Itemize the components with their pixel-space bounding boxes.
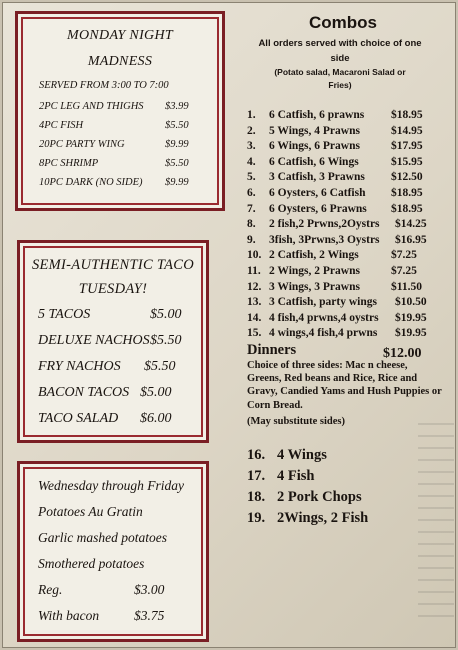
combo-item bbox=[247, 281, 447, 296]
taco-item-label: DELUXE NACHOS bbox=[38, 333, 150, 348]
combo-description: 3fish, 3Prwns,3 Oystrs bbox=[269, 233, 380, 246]
dinner-description: 4 Fish bbox=[277, 468, 315, 484]
taco-title-line2: TUESDAY! bbox=[78, 281, 148, 297]
combo-number: 10. bbox=[247, 249, 262, 262]
combos-note-line2: Fries) bbox=[328, 80, 352, 90]
dinners-description: Choice of three sides: Mac n cheese, Greens, Red beans and Rice, Rice and Gravy, Candied Yams and Hush Puppies or Corn Bread. bbox=[247, 360, 442, 411]
combo-description: 3 Catfish, 3 Prawns bbox=[269, 171, 365, 184]
potatoes-box bbox=[17, 461, 209, 642]
dinner-item bbox=[247, 489, 437, 507]
monday-night-madness-box bbox=[15, 11, 225, 211]
monday-item bbox=[39, 158, 209, 169]
taco-item bbox=[38, 385, 198, 401]
combo-description: 2 fish,2 Prwns,2Oystrs bbox=[269, 218, 380, 231]
taco-item-price: $5.00 bbox=[140, 385, 172, 400]
dinners-substitute-note: (May substitute sides) bbox=[247, 416, 346, 427]
dinner-number: 16. bbox=[247, 447, 266, 463]
taco-item-label: FRY NACHOS bbox=[38, 359, 121, 374]
monday-item-price: $5.50 bbox=[165, 120, 189, 131]
combo-price: $17.95 bbox=[391, 140, 423, 153]
combos-subtitle-line2: side bbox=[330, 53, 350, 64]
dinner-description: 2Wings, 2 Fish bbox=[277, 510, 369, 526]
dinner-number: 18. bbox=[247, 489, 266, 505]
combo-price: $12.50 bbox=[391, 171, 423, 184]
monday-served-hours: SERVED FROM 3:00 TO 7:00 bbox=[39, 80, 169, 91]
combo-number: 1. bbox=[247, 109, 256, 121]
dinner-description: 4 Wings bbox=[277, 447, 327, 463]
combo-item bbox=[247, 156, 447, 171]
combo-price: $18.95 bbox=[391, 187, 423, 199]
monday-item bbox=[39, 101, 209, 112]
combo-number: 4. bbox=[247, 155, 256, 168]
taco-tuesday-box bbox=[17, 240, 209, 443]
combo-description: 2 Catfish, 2 Wings bbox=[269, 249, 359, 262]
monday-title-line2: MADNESS bbox=[87, 54, 153, 69]
combo-number: 7. bbox=[247, 202, 256, 215]
potatoes-line: Smothered potatoes bbox=[38, 556, 145, 571]
taco-item-price: $5.50 bbox=[150, 333, 182, 348]
combo-item bbox=[247, 187, 447, 202]
monday-item-price: $3.99 bbox=[165, 101, 189, 112]
combo-item bbox=[247, 249, 447, 264]
potatoes-price-row bbox=[38, 582, 198, 598]
potatoes-price: $3.00 bbox=[134, 582, 165, 597]
taco-item bbox=[38, 411, 198, 427]
combo-item bbox=[247, 109, 447, 124]
potatoes-line: Potatoes Au Gratin bbox=[38, 504, 143, 519]
combo-item bbox=[247, 296, 447, 311]
taco-item-label: TACO SALAD bbox=[38, 411, 119, 426]
combo-item bbox=[247, 171, 447, 186]
potatoes-line: Garlic mashed potatoes bbox=[38, 530, 167, 545]
taco-item bbox=[38, 307, 198, 323]
combo-price: $18.95 bbox=[391, 109, 423, 121]
combo-description: 5 Wings, 4 Prawns bbox=[269, 124, 360, 137]
potatoes-price-label: Reg. bbox=[38, 582, 63, 597]
monday-item-label: 8PC SHRIMP bbox=[39, 158, 99, 169]
combo-price: $10.50 bbox=[395, 296, 427, 309]
combo-price: $11.50 bbox=[391, 280, 422, 293]
combo-item bbox=[247, 234, 447, 249]
dinner-item bbox=[247, 447, 437, 465]
dinner-item bbox=[247, 510, 437, 528]
monday-title-line1: MONDAY NIGHT bbox=[67, 28, 173, 43]
combo-number: 13. bbox=[247, 296, 262, 309]
menu-page bbox=[2, 2, 456, 648]
combo-price: $14.25 bbox=[395, 218, 427, 231]
combo-number: 5. bbox=[247, 171, 256, 184]
combo-number: 14. bbox=[247, 311, 262, 324]
dinner-item bbox=[247, 468, 437, 486]
monday-item bbox=[39, 120, 209, 131]
taco-item-label: BACON TACOS bbox=[38, 385, 130, 400]
combo-item bbox=[247, 140, 447, 155]
combo-price: $18.95 bbox=[391, 202, 423, 215]
taco-item-price: $6.00 bbox=[140, 411, 172, 426]
combo-item bbox=[247, 203, 447, 218]
combo-description: 6 Oysters, 6 Prawns bbox=[269, 202, 367, 215]
potatoes-price-row bbox=[38, 608, 198, 624]
combo-item bbox=[247, 327, 447, 342]
combo-description: 6 Catfish, 6 prawns bbox=[269, 109, 365, 121]
monday-item-label: 4PC FISH bbox=[39, 120, 84, 131]
dinners-price: $12.00 bbox=[383, 346, 422, 361]
combos-note-line1: (Potato salad, Macaroni Salad or bbox=[274, 67, 406, 77]
combo-price: $15.95 bbox=[391, 155, 423, 168]
combos-title: Combos bbox=[309, 13, 377, 32]
taco-item bbox=[38, 359, 198, 375]
monday-item-price: $5.50 bbox=[165, 158, 189, 169]
combo-number: 9. bbox=[247, 233, 256, 246]
combo-number: 6. bbox=[247, 187, 256, 199]
combo-number: 8. bbox=[247, 218, 256, 231]
combos-subtitle bbox=[245, 36, 435, 66]
combo-item bbox=[247, 125, 447, 140]
show-through-text bbox=[418, 423, 454, 623]
monday-item-price: $9.99 bbox=[165, 139, 189, 150]
taco-item-label: 5 TACOS bbox=[38, 307, 91, 322]
taco-item bbox=[38, 333, 198, 349]
monday-item bbox=[39, 139, 209, 150]
dinner-number: 19. bbox=[247, 510, 266, 526]
combo-item bbox=[247, 218, 447, 233]
combo-price: $14.95 bbox=[391, 124, 423, 137]
dinner-description: 2 Pork Chops bbox=[277, 489, 362, 505]
combo-price: $19.95 bbox=[395, 311, 427, 324]
monday-item-label: 20PC PARTY WING bbox=[39, 139, 125, 150]
combo-price: $7.25 bbox=[391, 265, 417, 277]
combo-price: $7.25 bbox=[391, 249, 417, 262]
dinner-number: 17. bbox=[247, 468, 266, 484]
monday-item-label: 2PC LEG AND THIGHS bbox=[39, 101, 144, 112]
taco-item-price: $5.00 bbox=[150, 307, 182, 322]
taco-item-price: $5.50 bbox=[144, 359, 176, 374]
combo-price: $16.95 bbox=[395, 233, 427, 246]
combo-item bbox=[247, 312, 447, 327]
combo-description: 3 Catfish, party wings bbox=[269, 296, 377, 309]
combo-number: 15. bbox=[247, 327, 262, 340]
combo-description: 6 Catfish, 6 Wings bbox=[269, 155, 359, 168]
combo-description: 2 Wings, 2 Prawns bbox=[269, 265, 360, 277]
combo-number: 3. bbox=[247, 140, 256, 153]
combo-price: $19.95 bbox=[395, 327, 427, 340]
combo-description: 3 Wings, 3 Prawns bbox=[269, 280, 360, 293]
potatoes-line: Wednesday through Friday bbox=[38, 478, 184, 493]
potatoes-price-label: With bacon bbox=[38, 608, 100, 623]
combo-description: 6 Oysters, 6 Catfish bbox=[269, 187, 366, 199]
combo-number: 12. bbox=[247, 280, 262, 293]
combo-description: 6 Wings, 6 Prawns bbox=[269, 140, 360, 153]
monday-item-label: 10PC DARK (NO SIDE) bbox=[39, 177, 143, 188]
combo-item bbox=[247, 265, 447, 280]
potatoes-price: $3.75 bbox=[134, 608, 165, 623]
dinners-title: Dinners bbox=[247, 342, 297, 358]
combo-number: 2. bbox=[247, 124, 256, 137]
taco-title-line1: SEMI-AUTHENTIC TACO bbox=[31, 257, 195, 273]
combo-description: 4 wings,4 fish,4 prwns bbox=[269, 327, 378, 340]
combo-number: 11. bbox=[247, 265, 261, 277]
monday-item-price: $9.99 bbox=[165, 177, 189, 188]
combos-subtitle-line1: All orders served with choice of one bbox=[258, 38, 422, 49]
combos-sides-note bbox=[245, 66, 435, 92]
monday-item bbox=[39, 177, 209, 188]
combo-description: 4 fish,4 prwns,4 oystrs bbox=[269, 311, 379, 324]
